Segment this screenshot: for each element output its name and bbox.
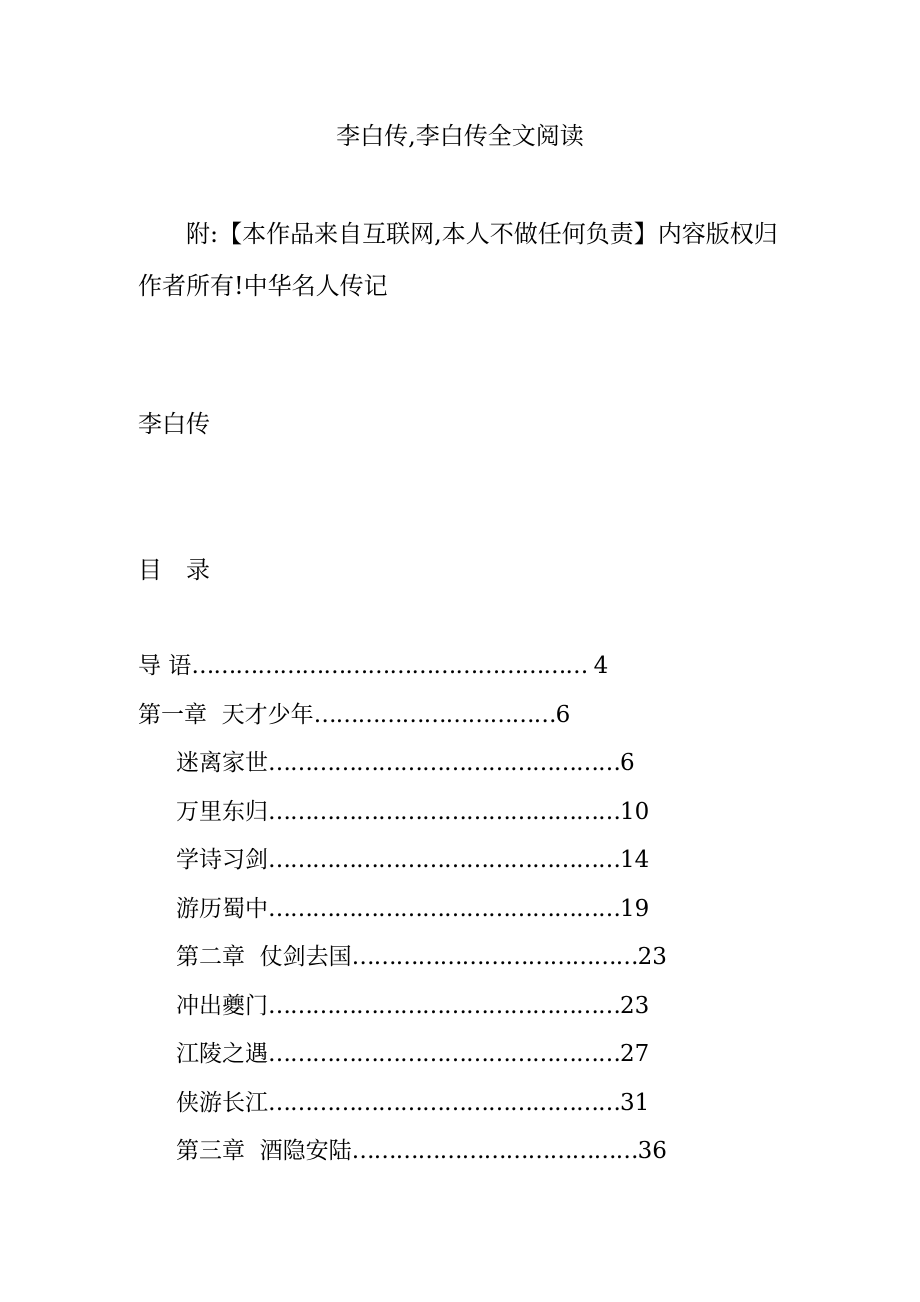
toc-leader-dots: ……………………………………………… [191, 653, 594, 679]
toc-leader-dots: ………………………………………… [268, 992, 620, 1019]
toc-entry-section [138, 745, 778, 794]
toc-entry-chapter-3 [138, 1133, 778, 1182]
toc-entry-label: 第三章 酒隐安陆 [176, 1138, 352, 1164]
toc-entry-section [138, 891, 778, 940]
toc-page-number: 23 [637, 944, 667, 970]
toc-entry-label: 冲出夔门 [176, 992, 268, 1019]
toc-leader-dots: ………………………………………… [268, 847, 620, 873]
toc-entry-chapter-1 [138, 697, 778, 746]
toc-entry-section [138, 842, 778, 891]
toc-leader-dots: ………………………………………… [268, 798, 620, 825]
toc-page-number: 6 [620, 750, 635, 776]
book-name: 李白传 [138, 410, 210, 438]
copyright-notice: 附:【本作品来自互联网,本人不做任何负责】内容版权归作者所有!中华名人传记 [138, 220, 778, 300]
toc-page-number: 14 [620, 847, 650, 873]
toc-leader-dots: ………………………………… [351, 1138, 638, 1164]
toc-leader-dots: …………………………… [313, 701, 556, 728]
toc-entry-section [138, 794, 778, 843]
toc-page-number: 10 [620, 798, 650, 825]
document-title: 李白传,李白传全文阅读 [336, 122, 584, 150]
toc-leader-dots: ………………………………………… [268, 895, 620, 922]
toc-entry-label: 第二章 仗剑去国 [176, 944, 352, 970]
toc-leader-dots: ………………………………………… [268, 1089, 620, 1116]
toc-heading: 目 录 [138, 556, 210, 584]
toc-entry-label: 游历蜀中 [176, 895, 268, 922]
toc-leader-dots: ………………………………………… [268, 1041, 620, 1067]
toc-entry-section [138, 1085, 778, 1134]
toc-entry-chapter-2 [138, 939, 778, 988]
toc-page-number: 6 [555, 701, 571, 728]
toc-page-number: 27 [620, 1041, 650, 1067]
toc-entry-section [138, 988, 778, 1037]
table-of-contents [138, 648, 778, 1182]
toc-entry-label: 迷离家世 [176, 750, 268, 776]
toc-entry-section [138, 1036, 778, 1085]
toc-page-number: 4 [593, 653, 609, 679]
toc-entry-label: 侠游长江 [176, 1089, 268, 1116]
toc-page-number: 36 [637, 1138, 667, 1164]
toc-page-number: 19 [620, 895, 650, 922]
toc-page-number: 31 [620, 1089, 650, 1116]
toc-entry-label: 万里东归 [176, 798, 268, 825]
toc-leader-dots: ………………………………… [351, 944, 638, 970]
toc-leader-dots: ………………………………………… [268, 750, 620, 776]
toc-page-number: 23 [620, 992, 650, 1019]
toc-entry-label: 导 语 [138, 653, 192, 679]
toc-entry-label: 学诗习剑 [176, 847, 268, 873]
toc-entry-intro [138, 648, 778, 697]
toc-entry-label: 江陵之遇 [176, 1041, 268, 1067]
toc-entry-label: 第一章 天才少年 [138, 701, 314, 728]
